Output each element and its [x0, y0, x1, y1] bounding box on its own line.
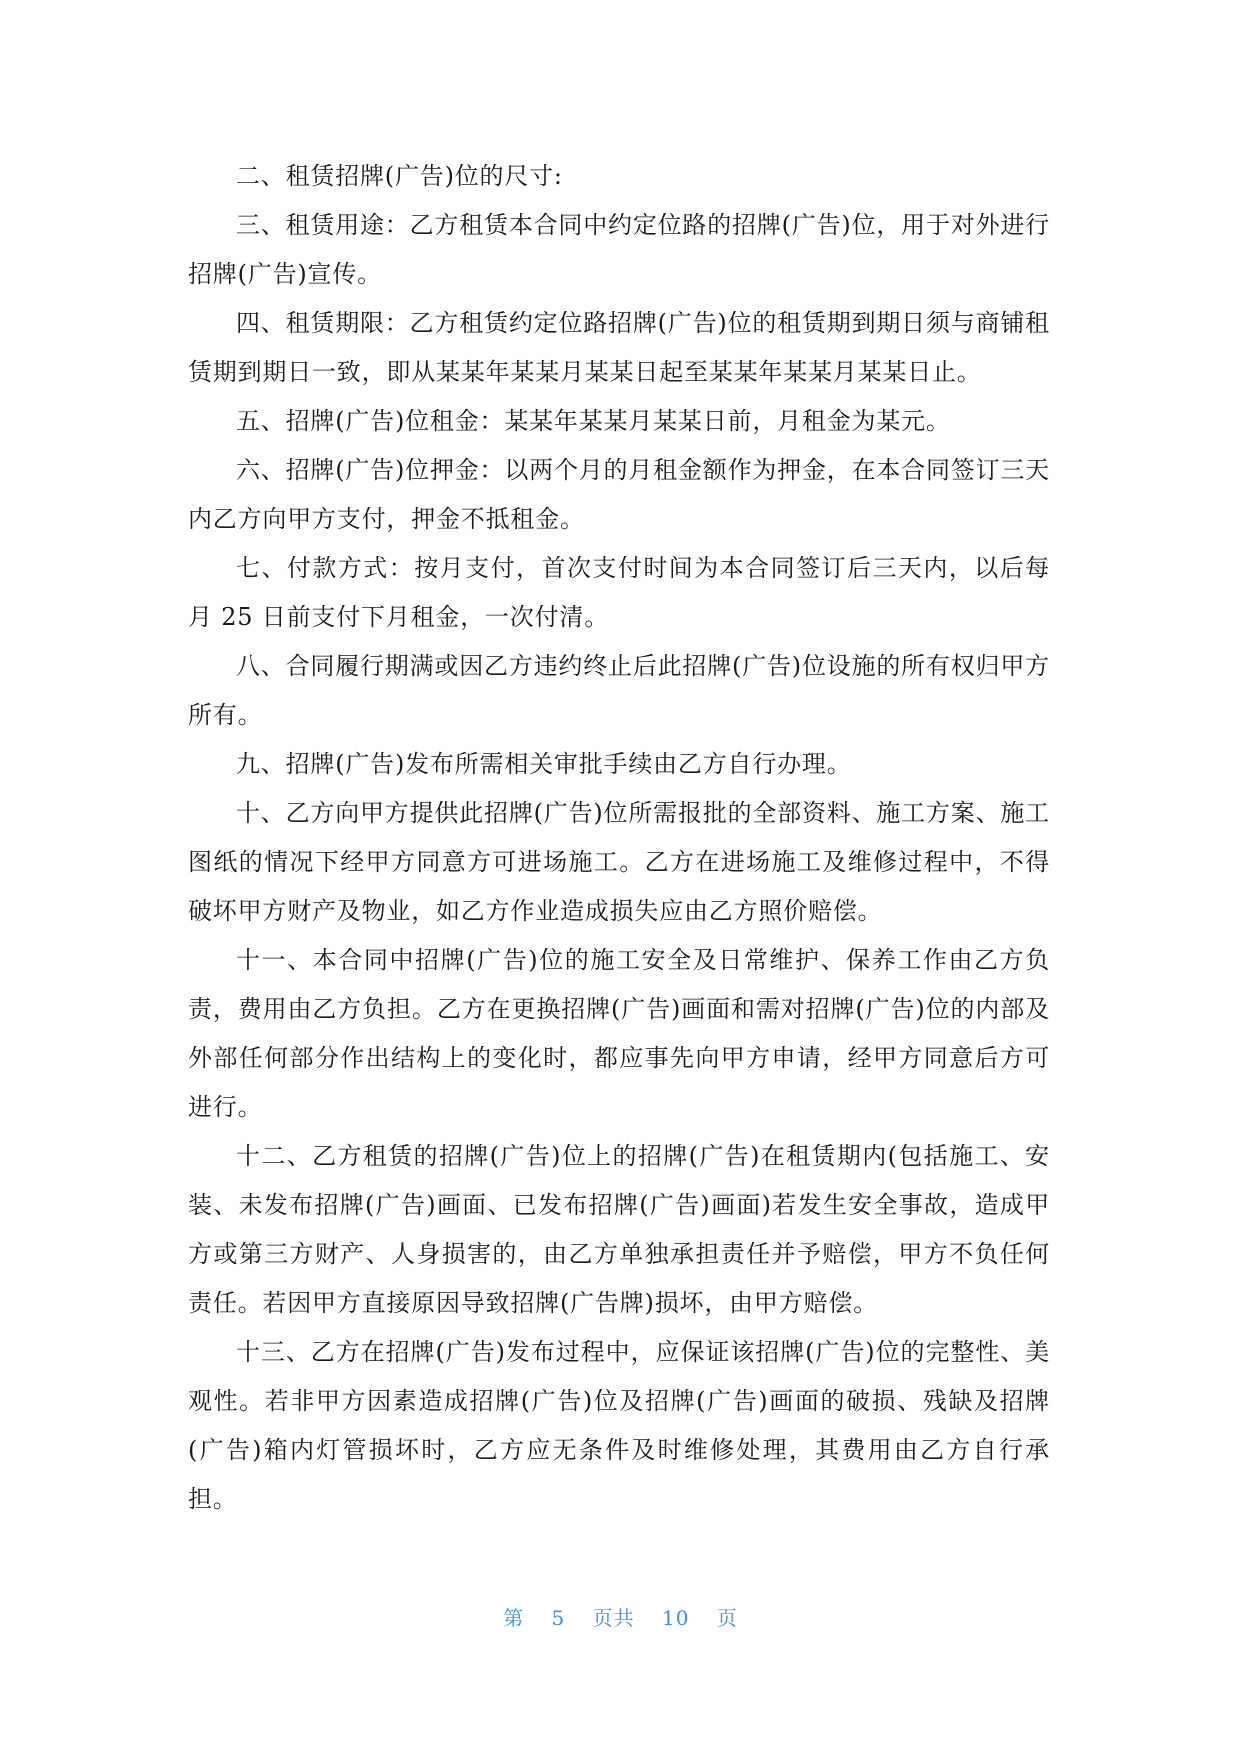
footer-middle: 页共 [592, 1606, 635, 1630]
paragraph-2: 二、租赁招牌(广告)位的尺寸: [236, 162, 563, 190]
paragraph-8: 八、合同履行期满或因乙方违约终止后此招牌(广告)位设施的所有权归甲方所有。 [188, 652, 1050, 729]
page-footer [0, 1602, 1241, 1631]
paragraph-12: 十二、乙方租赁的招牌(广告)位上的招牌(广告)在租赁期内(包括施工、安装、未发布招牌(广告)画面、已发布招牌(广告)画面)若发生安全事故，造成甲方或第三方财产、人身损害的，由乙方单独承担责任并予赔偿，甲方不负任何责任。若因甲方直接原因导致招牌(广告牌)损坏，由甲方赔偿。 [188, 1142, 1050, 1317]
paragraph-6: 六、招牌(广告)位押金：以两个月的月租金额作为押金，在本合同签订三天内乙方向甲方支付，押金不抵租金。 [188, 456, 1050, 533]
document-body [188, 152, 1050, 1524]
paragraph-10: 十、乙方向甲方提供此招牌(广告)位所需报批的全部资料、施工方案、施工图纸的情况下经甲方同意方可进场施工。乙方在进场施工及维修过程中，不得破坏甲方财产及物业，如乙方作业造成损失应由乙方照价赔偿。 [188, 799, 1050, 925]
paragraph-5: 五、招牌(广告)位租金：某某年某某月某某日前，月租金为某元。 [236, 407, 951, 435]
footer-suffix: 页 [716, 1606, 738, 1630]
paragraph-3: 三、租赁用途：乙方租赁本合同中约定位路的招牌(广告)位，用于对外进行招牌(广告)宣传。 [188, 211, 1050, 288]
paragraph-13: 十三、乙方在招牌(广告)发布过程中，应保证该招牌(广告)位的完整性、美观性。若非甲方因素造成招牌(广告)位及招牌(广告)画面的破损、残缺及招牌(广告)箱内灯管损坏时，乙方应无条件及时维修处理，其费用由乙方自行承担。 [188, 1338, 1050, 1513]
footer-total-pages: 10 [662, 1606, 690, 1630]
footer-prefix: 第 [503, 1606, 525, 1630]
paragraph-7: 七、付款方式：按月支付，首次支付时间为本合同签订后三天内，以后每月 25 日前支付下月租金，一次付清。 [188, 554, 1050, 631]
paragraph-4: 四、租赁期限：乙方租赁约定位路招牌(广告)位的租赁期到期日须与商铺租赁期到期日一致，即从某某年某某月某某日起至某某年某某月某某日止。 [188, 309, 1050, 386]
paragraph-9: 九、招牌(广告)发布所需相关审批手续由乙方自行办理。 [236, 750, 852, 778]
paragraph-11: 十一、本合同中招牌(广告)位的施工安全及日常维护、保养工作由乙方负责，费用由乙方负担。乙方在更换招牌(广告)画面和需对招牌(广告)位的内部及外部任何部分作出结构上的变化时，都应事先向甲方申请，经甲方同意后方可进行。 [188, 946, 1050, 1121]
footer-current-page: 5 [551, 1606, 566, 1630]
